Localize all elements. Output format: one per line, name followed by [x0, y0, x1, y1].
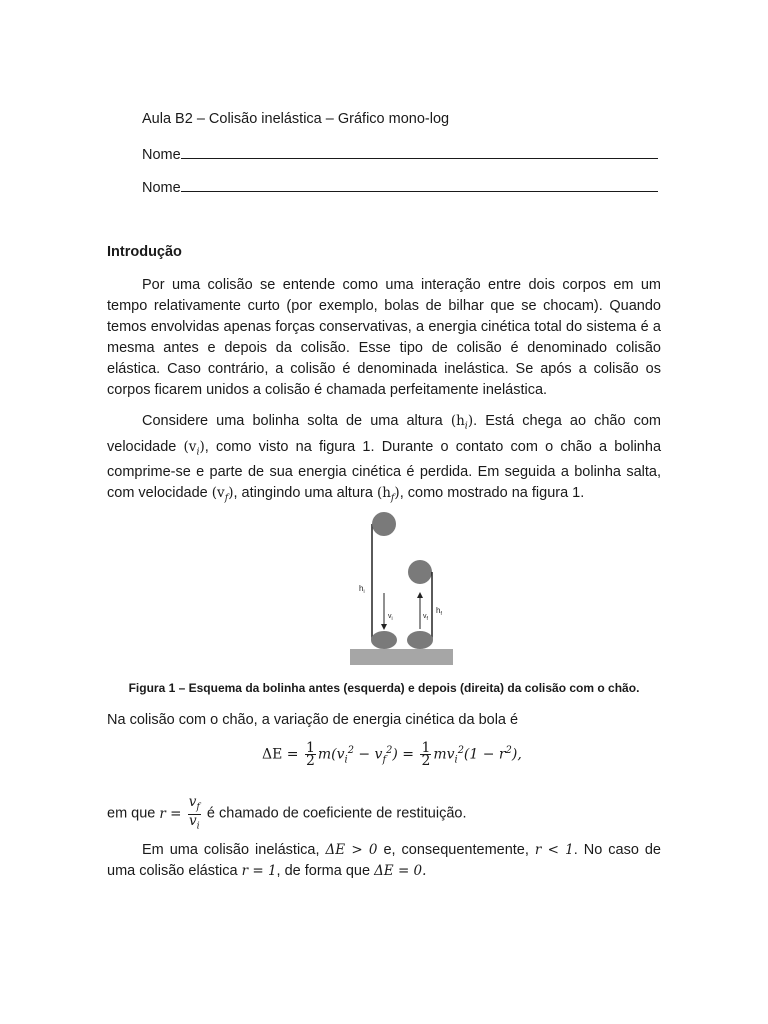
paragraph-energy-variation: Na colisão com o chão, a variação de energia cinética da bola é	[107, 712, 519, 728]
math-cond-4: ΔE = 0.	[374, 863, 427, 879]
math-cond-3: r = 1	[241, 863, 277, 879]
math-r-definition: r = $\frac{v_f}{v_i}$	[159, 794, 200, 832]
ball-top-right	[408, 560, 432, 584]
name-field-2	[142, 177, 658, 196]
math-cond-1: ΔE > 0	[325, 842, 378, 858]
ball-compressed-left	[371, 631, 397, 649]
text-run: . No caso de uma colisão elástica	[107, 842, 661, 879]
caption-text: – Esquema da bolinha antes (esquerda) e depois (direita) da colisão com o chão.	[175, 681, 640, 695]
fraction-half-2: $\frac{1}{2}$	[421, 740, 431, 769]
math-hi: $(h_i)$	[450, 413, 474, 432]
ball-top-left	[372, 512, 396, 536]
text-run: Considere uma bolinha solta de uma altura	[142, 413, 451, 429]
caption-label: Figura 1	[128, 681, 176, 695]
label-vi: $v_i$	[388, 613, 393, 622]
paragraph-restitution	[107, 796, 661, 832]
label-hf: $h_f$	[436, 606, 442, 617]
fraction-vf-vi: $\frac{v_f}{v_i}$	[188, 794, 200, 832]
fraction-half: $\frac{1}{2}$	[305, 740, 315, 769]
text-run: , de forma que	[276, 863, 375, 879]
math-vi: $(v_i)$	[183, 438, 205, 458]
text-run: é chamado de coeficiente de restituição.	[202, 805, 467, 822]
label-vf: $v_f$	[423, 613, 428, 622]
figure-caption	[0, 681, 768, 695]
text-run: , como visto na figura 1. Durante o contato com o chão a bolinha comprime-se e parte de sua energia cinética é perdida. Em seguida a bolinha salta, com velocidade	[107, 438, 662, 502]
ball-compressed-right	[407, 631, 433, 649]
arrow-up-head	[417, 592, 423, 598]
intro-paragraph-1: Por uma colisão se entende como uma interação entre dois corpos em um tempo relativamente curto (por exemplo, bolas de bilhar que se chocam). Quando temos envolvidas apenas forças conservativas, a energia cinética total do sistema é a mesma antes e depois da colisão. Esse tipo de colisão é denominado colisão elástica. Caso contrário, a colisão é denominada inelástica. Se após a colisão os corpos ficarem unidos a colisão é chamada perfeitamente inelástica.	[107, 277, 661, 398]
document-title: Aula B2 – Colisão inelástica – Gráfico mono-log	[142, 111, 450, 127]
intro-paragraph-2	[107, 411, 661, 509]
text-run: Em uma colisão inelástica,	[142, 842, 326, 858]
text-run: em que	[107, 805, 160, 822]
text-run: e, consequentemente,	[377, 842, 535, 858]
text-run: , atingindo uma altura	[233, 485, 377, 502]
section-heading: Introdução	[107, 244, 182, 260]
figure-bouncing-ball-diagram	[340, 505, 460, 670]
name-blank-line	[181, 177, 658, 192]
name-field-1	[142, 144, 658, 163]
name-label: Nome	[142, 147, 181, 163]
math-hf: $(h_f)$	[376, 485, 400, 505]
ground-block	[350, 649, 453, 665]
math-vf: $(v_f)$	[211, 485, 234, 505]
text-run: , como mostrado na figura 1.	[399, 485, 585, 502]
text-run: . Está chega ao chão com velocidade	[107, 413, 661, 455]
name-blank-line	[181, 144, 658, 159]
paragraph-conditions	[107, 840, 661, 882]
label-hi: $h_i$	[359, 584, 365, 595]
name-label: Nome	[142, 180, 181, 196]
equation-delta-e: ΔE = $\frac{1}{2}$ $m(v_i^2 - v_f^2)$ = $\frac{1}{2}$ $mv_i^2(1 - r^2)$,	[262, 740, 522, 769]
math-cond-2: r < 1	[534, 842, 574, 858]
arrow-down-head	[381, 624, 387, 630]
